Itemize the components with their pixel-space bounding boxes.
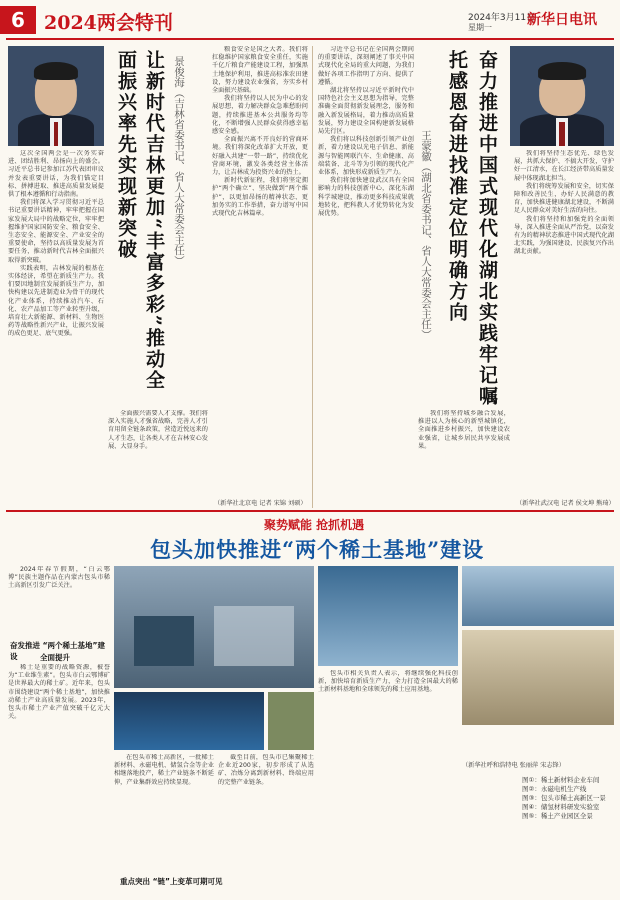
paragraph: 我们将坚持城乡融合发展，推进以人为核心的新型城镇化，全面推进乡村振兴，加快建设农业强省，让城乡居民共享发展成果。 bbox=[418, 410, 510, 450]
paragraph: 全面振兴离不开良好的营商环境。我们将深化改革扩大开放，更好融入共建“一带一路”，持续优化营商环境，激发各类经营主体活力，让吉林成为投资兴业的热土。 bbox=[212, 136, 308, 177]
caption-line: 图⑤：稀土产业园区全景 bbox=[522, 812, 593, 820]
paragraph: 2024年春节假期，“白云鄂博”民族主题作品在内蒙古包头市稀土高新区引发广泛关注。 bbox=[8, 566, 110, 590]
paragraph: 我们将以科技创新引领产业创新，着力建设以光电子信息、新能源与智能网联汽车、生命健康、高端装备、北斗等为引领的现代化产业体系，加快形成新质生产力。 bbox=[318, 136, 414, 177]
paper-name: 新华日电讯 bbox=[527, 12, 597, 28]
bottom-subhead-1-label: 全面提升 bbox=[40, 653, 70, 662]
section-rule bbox=[6, 510, 614, 512]
photo-city bbox=[462, 630, 614, 725]
caption-line: 图③：包头市稀土高新区一景 bbox=[522, 794, 606, 802]
page-number: 6 bbox=[0, 6, 36, 34]
bottom-article-col1 bbox=[8, 566, 110, 636]
left-article-body-col1 bbox=[8, 150, 104, 505]
banner-kicker: 聚势赋能 抢抓机遇 bbox=[264, 518, 365, 532]
bottom-subhead-2: 重点突出 “链”上变革可期可见 bbox=[120, 877, 223, 886]
issue-date: 2024年3月11日 bbox=[468, 13, 536, 23]
paragraph: 截至目前，包头市已集聚稀土企业近200家，初步形成了从选矿、冶炼分离到新材料、终端应用的完整产业链条。 bbox=[218, 754, 314, 786]
paragraph: 习近平总书记在全国两会期间的重要讲话，深刻阐述了事关中国式现代化全局的重大问题，为我们做好各项工作指明了方向、提供了遵循。 bbox=[318, 46, 414, 86]
paragraph: 粮食安全是国之大者。我们将扛稳维护国家粮食安全重任，实施千亿斤粮食产能建设工程，加强黑土地保护利用，推进高标准农田建设，努力建设农业强省，夯实乡村全面振兴基础。 bbox=[212, 46, 308, 95]
right-article-body-col2 bbox=[418, 410, 510, 505]
bottom-subhead-1: 奋发推进 “两个稀土基地”建设 bbox=[10, 641, 105, 661]
paragraph: 我们将加快建设武汉具有全国影响力的科技创新中心，深化东湖科学城建设，推动更多科技成果就地转化，把科教人才优势转化为发展优势。 bbox=[318, 177, 414, 218]
paragraph: 新时代新征程，我们将坚定拥护“两个确立”、坚决做到“两个维护”，以更加昂扬的精神状态、更加务实的工作举措，奋力谱写中国式现代化吉林篇章。 bbox=[212, 177, 308, 218]
paragraph: 我们将坚持和加强党的全面领导，深入推进全面从严治党，以奋发有为的精神状态推进中国式现代化湖北实践，为强国建设、民族复兴作出湖北贡献。 bbox=[514, 215, 614, 256]
paragraph: 这次全国两会是一次务实奋进、团结胜利、昂扬向上的盛会。习近平总书记参加江苏代表团审议并发表重要讲话，为我们锚定目标、拼搏进取、推进高质量发展提供了根本遵循和行动指南。 bbox=[8, 150, 104, 199]
right-article-source: （新华社武汉电 记者 侯文坤 熊琦） bbox=[516, 500, 615, 507]
banner-headline: 包头加快推进“两个稀土基地”建设 bbox=[150, 537, 485, 562]
caption-line: 图④：储氢材料研发实验室 bbox=[522, 803, 600, 811]
paragraph: 包头市相关负责人表示，将继续强化科技创新，加快培育新质生产力，全力打造全国最大的稀土新材料基地和全球领先的稀土应用基地。 bbox=[318, 670, 458, 694]
left-article-body-col2 bbox=[212, 46, 308, 496]
author-portrait-left bbox=[8, 46, 104, 146]
paragraph: 我们将统筹发展和安全，切实保障和改善民生，办好人民满意的教育，加快推进健康湖北建设，不断满足人民群众对美好生活的向往。 bbox=[514, 182, 614, 215]
paragraph: 我们将坚持以人民为中心的发展思想，着力解决群众急难愁盼问题，持续推进基本公共服务均等化，不断增强人民群众获得感幸福感安全感。 bbox=[212, 95, 308, 136]
bottom-article-col4 bbox=[318, 670, 458, 830]
author-portrait-right bbox=[510, 46, 614, 146]
column-divider bbox=[312, 46, 313, 508]
photo-industrial-park bbox=[318, 566, 458, 666]
right-article-author: 王蒙徽（湖北省委书记、省人大常委会主任） bbox=[420, 130, 432, 340]
section-title: 2024两会特刊 bbox=[44, 12, 173, 34]
bottom-article-col1b bbox=[8, 664, 110, 894]
header-rule bbox=[6, 38, 614, 40]
paragraph: 湖北将坚持以习近平新时代中国特色社会主义思想为指导，完整准确全面贯彻新发展理念，服务和融入新发展格局，着力推动高质量发展，努力建设全国构建新发展格局先行区。 bbox=[318, 87, 414, 136]
caption-line: 图①：稀土新材料企业车间 bbox=[522, 776, 600, 784]
right-article-body-col1 bbox=[318, 46, 414, 496]
issue-weekday: 星期一 bbox=[468, 23, 492, 32]
bottom-article-col2 bbox=[114, 754, 214, 884]
photo-production-line bbox=[114, 692, 264, 750]
photo-overview bbox=[462, 566, 614, 626]
bottom-article-col3 bbox=[218, 754, 314, 872]
photo-factory-workshop bbox=[114, 566, 314, 688]
right-article-body-col3 bbox=[514, 150, 614, 495]
paragraph: 在包头市稀土高新区，一批稀土新材料、永磁电机、储氢合金等企业相继落地投产，稀土产业链条不断延伸，产业集群效应持续显现。 bbox=[114, 754, 214, 786]
paragraph: 实践表明，吉林发展的根基在实体经济，希望在新质生产力。我们要因地制宜发展新质生产力，加快构建以先进制造业为骨干的现代化产业体系，持续推动汽车、石化、农产品加工等产业转型升级，培育壮大新能源、新材料、生物医药等战略性新兴产业，让振兴发展的成色更足、底气更强。 bbox=[8, 264, 104, 338]
photo-lab bbox=[268, 692, 314, 750]
paragraph: 我们将深入学习贯彻习近平总书记重要讲话精神，牢牢把握在国家发展大局中的战略定位，牢牢把握维护国家国防安全、粮食安全、生态安全、能源安全、产业安全的重要使命，坚持以高质量发展为首要任务，推动新时代吉林全面振兴取得新突破。 bbox=[8, 199, 104, 264]
paragraph: 稀土是重要的战略资源，被誉为“工业维生素”。包头市白云鄂博矿是世界最大的稀土矿。近年来，包头市围绕建设“两个稀土基地”，加快推动稀土产业高质量发展。2023年，包头市稀土产业产值突破千亿元大关。 bbox=[8, 664, 110, 721]
bottom-article-source: （新华社呼和浩特电 张丽萍 宋志锋） bbox=[462, 762, 565, 769]
left-article-source: （新华社北京电 记者 宋锦 刘硕） bbox=[214, 500, 307, 507]
left-article-title: 让新时代吉林更加“丰富多彩”推动全面振兴率先实现新突破 bbox=[115, 50, 165, 391]
left-article-body-col1b bbox=[108, 410, 208, 505]
caption-line: 图②：永磁电机生产线 bbox=[522, 785, 587, 793]
paragraph: 我们将坚持生态优先、绿色发展，共抓大保护、不搞大开发，守护好一江清水，在长江经济带高质量发展中体现湖北担当。 bbox=[514, 150, 614, 182]
paragraph: 全面振兴需要人才支撑。我们将深入实施人才强省战略，完善人才引育用留全链条政策，营造近悦远来的人才生态，让各类人才在吉林安心发展、大显身手。 bbox=[108, 410, 208, 450]
right-article-title: 奋力推进中国式现代化湖北实践牢记嘱托感恩奋进找准定位明确方向 bbox=[446, 50, 498, 407]
photo-captions bbox=[522, 776, 616, 821]
left-article-author: 景俊海（吉林省委书记、省人大常委会主任） bbox=[173, 56, 185, 266]
